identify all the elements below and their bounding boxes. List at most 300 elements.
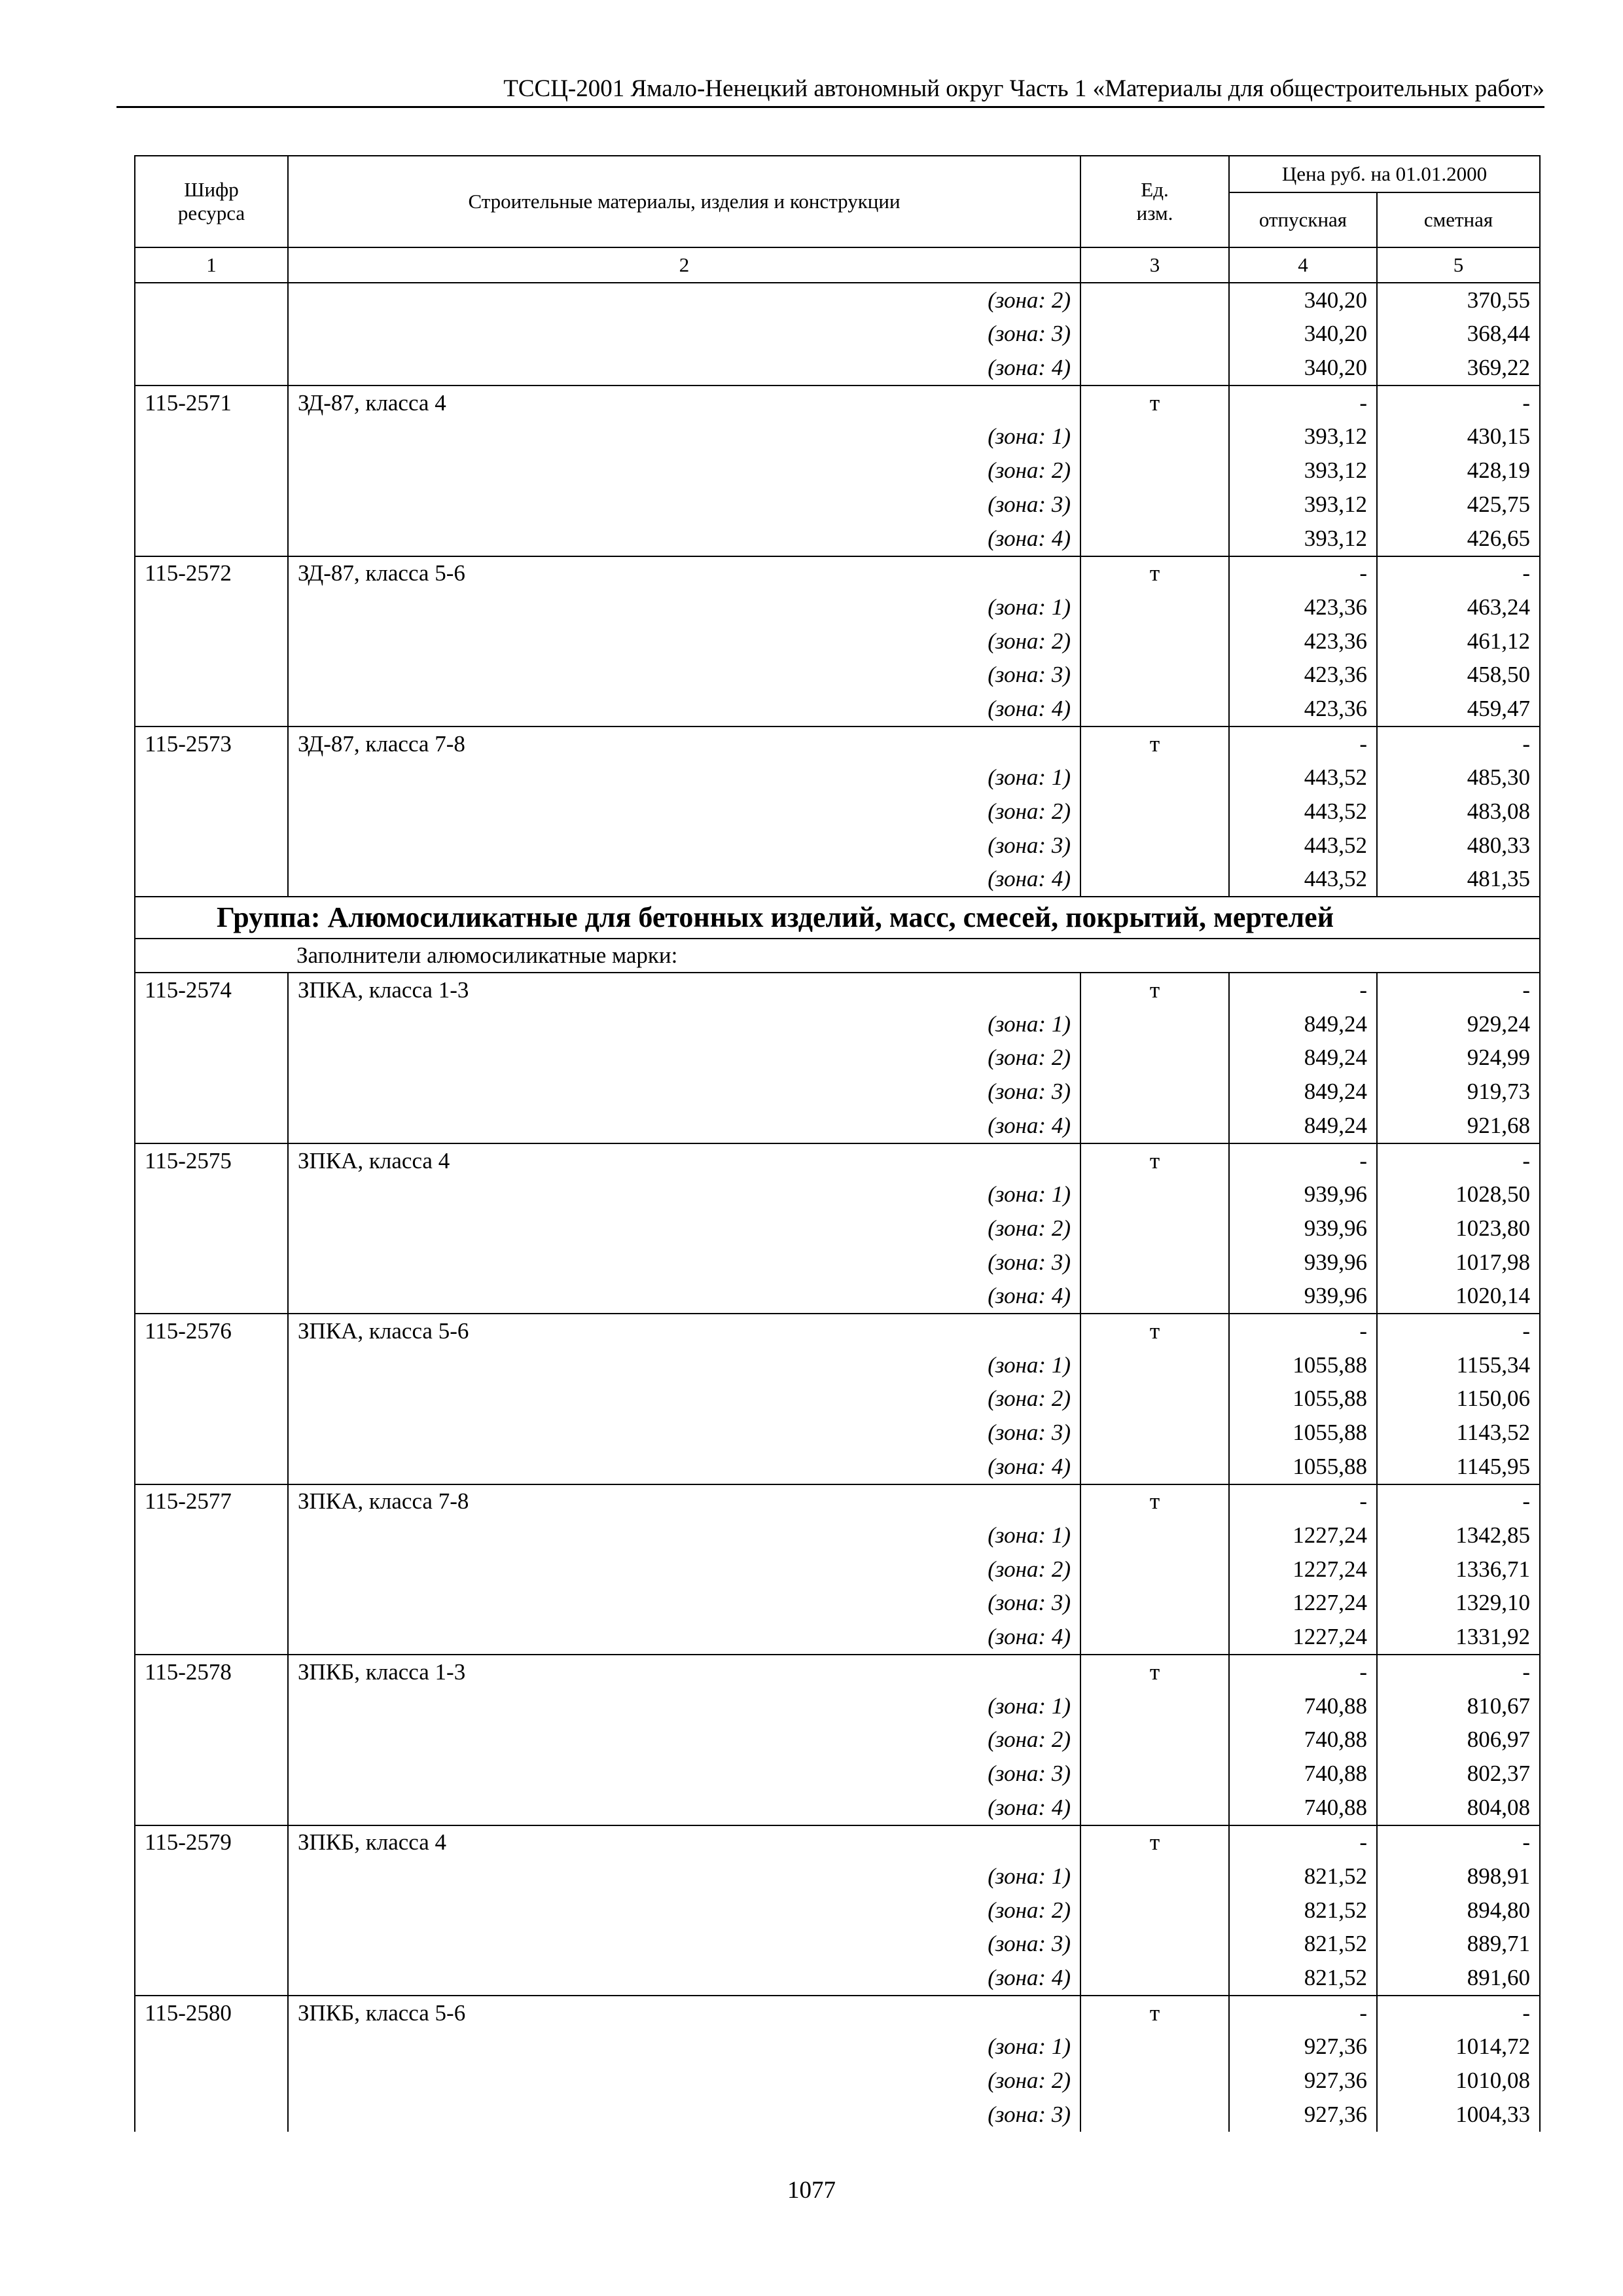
release-price: 423,36 — [1229, 692, 1377, 726]
estimate-price: 426,65 — [1377, 522, 1540, 556]
unit-cell — [1080, 1109, 1229, 1143]
release-price: 849,24 — [1229, 1109, 1377, 1143]
resource-code: 115-2571 — [135, 386, 288, 420]
unit-cell — [1080, 1587, 1229, 1621]
zone-row — [135, 658, 1540, 692]
zone-row — [135, 1961, 1540, 1996]
resource-code-cell — [135, 1518, 288, 1552]
resource-code: 115-2572 — [135, 556, 288, 591]
resource-code: 115-2579 — [135, 1825, 288, 1860]
zone-row — [135, 420, 1540, 454]
estimate-price: 1014,72 — [1377, 2030, 1540, 2064]
estimate-price: - — [1377, 1996, 1540, 2030]
estimate-price: 802,37 — [1377, 1757, 1540, 1791]
estimate-price: - — [1377, 1314, 1540, 1348]
resource-code-cell — [135, 522, 288, 556]
release-price: 939,96 — [1229, 1211, 1377, 1246]
estimate-price: 480,33 — [1377, 829, 1540, 863]
resource-code-cell — [135, 1859, 288, 1893]
resource-code-cell — [135, 1689, 288, 1723]
release-price: - — [1229, 556, 1377, 591]
resource-code-cell — [135, 863, 288, 897]
release-price: 423,36 — [1229, 658, 1377, 692]
zone-label: (зона: 1) — [288, 1689, 1080, 1723]
zone-row — [135, 522, 1540, 556]
release-price: 393,12 — [1229, 488, 1377, 522]
resource-code-cell — [135, 2098, 288, 2132]
zone-label: (зона: 4) — [288, 1450, 1080, 1484]
zone-label: (зона: 2) — [288, 795, 1080, 829]
column-number: 1 — [135, 247, 288, 283]
release-price: 849,24 — [1229, 1075, 1377, 1109]
resource-code-cell — [135, 1075, 288, 1109]
release-price: 443,52 — [1229, 761, 1377, 795]
zone-row — [135, 1007, 1540, 1041]
zone-row — [135, 454, 1540, 488]
release-price: 443,52 — [1229, 829, 1377, 863]
release-price: 939,96 — [1229, 1178, 1377, 1212]
zone-label: (зона: 1) — [288, 1178, 1080, 1212]
estimate-price: 1010,08 — [1377, 2064, 1540, 2098]
release-price: 1055,88 — [1229, 1450, 1377, 1484]
table-row — [135, 1143, 1540, 1178]
zone-row — [135, 1859, 1540, 1893]
table-row — [135, 386, 1540, 420]
release-price: 849,24 — [1229, 1041, 1377, 1075]
release-price: 340,20 — [1229, 351, 1377, 386]
zone-label: (зона: 2) — [288, 1552, 1080, 1587]
estimate-price: 369,22 — [1377, 351, 1540, 386]
unit-cell — [1080, 283, 1229, 317]
release-price: 393,12 — [1229, 522, 1377, 556]
col-header-estimate: сметная — [1377, 192, 1540, 247]
estimate-price: 1023,80 — [1377, 1211, 1540, 1246]
unit-of-measure: т — [1080, 1655, 1229, 1689]
resource-code-cell — [135, 1450, 288, 1484]
estimate-price: 806,97 — [1377, 1723, 1540, 1757]
estimate-price: - — [1377, 386, 1540, 420]
resource-code-cell — [135, 1246, 288, 1280]
unit-of-measure: т — [1080, 386, 1229, 420]
resource-code-cell — [135, 283, 288, 317]
unit-of-measure: т — [1080, 1996, 1229, 2030]
zone-label: (зона: 4) — [288, 692, 1080, 726]
zone-row — [135, 2030, 1540, 2064]
zone-row — [135, 1928, 1540, 1962]
release-price: - — [1229, 1825, 1377, 1860]
unit-of-measure: т — [1080, 1314, 1229, 1348]
col-header-unit — [1080, 156, 1229, 247]
resource-code-cell — [135, 1280, 288, 1314]
estimate-price: 1004,33 — [1377, 2098, 1540, 2132]
release-price: 1227,24 — [1229, 1620, 1377, 1655]
estimate-price: 430,15 — [1377, 420, 1540, 454]
unit-cell — [1080, 829, 1229, 863]
zone-row — [135, 624, 1540, 658]
unit-of-measure: т — [1080, 1825, 1229, 1860]
zone-label: (зона: 1) — [288, 1518, 1080, 1552]
resource-code-cell — [135, 351, 288, 386]
release-price: 1227,24 — [1229, 1587, 1377, 1621]
unit-cell — [1080, 1211, 1229, 1246]
zone-row — [135, 317, 1540, 351]
zone-row — [135, 1723, 1540, 1757]
release-price: - — [1229, 973, 1377, 1007]
unit-cell — [1080, 1348, 1229, 1382]
unit-cell — [1080, 1859, 1229, 1893]
resource-code-cell — [135, 1211, 288, 1246]
release-price: 849,24 — [1229, 1007, 1377, 1041]
release-price: - — [1229, 1314, 1377, 1348]
unit-cell — [1080, 2030, 1229, 2064]
release-price: 927,36 — [1229, 2064, 1377, 2098]
release-price: - — [1229, 1655, 1377, 1689]
resource-code-cell — [135, 1007, 288, 1041]
zone-label: (зона: 4) — [288, 1109, 1080, 1143]
unit-cell — [1080, 1382, 1229, 1416]
column-number: 2 — [288, 247, 1080, 283]
zone-label: (зона: 3) — [288, 1757, 1080, 1791]
estimate-price: 924,99 — [1377, 1041, 1540, 1075]
release-price: 423,36 — [1229, 624, 1377, 658]
estimate-price: 483,08 — [1377, 795, 1540, 829]
column-number: 5 — [1377, 247, 1540, 283]
col-header-unit-label: Ед. изм. — [1136, 178, 1173, 224]
unit-cell — [1080, 658, 1229, 692]
estimate-price: - — [1377, 973, 1540, 1007]
release-price: - — [1229, 386, 1377, 420]
unit-cell — [1080, 1552, 1229, 1587]
zone-row — [135, 1075, 1540, 1109]
release-price: 740,88 — [1229, 1723, 1377, 1757]
table-row — [135, 1825, 1540, 1860]
material-name: ЗПКА, класса 1-3 — [288, 973, 1080, 1007]
zone-row — [135, 1450, 1540, 1484]
zone-label: (зона: 3) — [288, 488, 1080, 522]
estimate-price: 1028,50 — [1377, 1178, 1540, 1212]
material-name: ЗД-87, класса 4 — [288, 386, 1080, 420]
estimate-price: 898,91 — [1377, 1859, 1540, 1893]
estimate-price: 810,67 — [1377, 1689, 1540, 1723]
zone-label: (зона: 4) — [288, 1620, 1080, 1655]
unit-cell — [1080, 2098, 1229, 2132]
estimate-price: - — [1377, 1484, 1540, 1519]
zone-row — [135, 1178, 1540, 1212]
estimate-price: 921,68 — [1377, 1109, 1540, 1143]
unit-cell — [1080, 1961, 1229, 1996]
release-price: 927,36 — [1229, 2030, 1377, 2064]
zone-row — [135, 2098, 1540, 2132]
unit-cell — [1080, 1928, 1229, 1962]
resource-code-cell — [135, 2064, 288, 2098]
resource-code-cell — [135, 1791, 288, 1825]
subgroup-heading: Заполнители алюмосиликатные марки: — [135, 939, 1540, 973]
header-rule — [116, 106, 1544, 108]
zone-label: (зона: 2) — [288, 624, 1080, 658]
table-row — [135, 1655, 1540, 1689]
material-name: ЗПКБ, класса 5-6 — [288, 1996, 1080, 2030]
release-price: 393,12 — [1229, 454, 1377, 488]
zone-label: (зона: 4) — [288, 1961, 1080, 1996]
estimate-price: - — [1377, 1655, 1540, 1689]
resource-code: 115-2578 — [135, 1655, 288, 1689]
release-price: 821,52 — [1229, 1859, 1377, 1893]
resource-code-cell — [135, 488, 288, 522]
resource-code-cell — [135, 1757, 288, 1791]
resource-code-cell — [135, 1348, 288, 1382]
zone-label: (зона: 1) — [288, 420, 1080, 454]
resource-code-cell — [135, 1587, 288, 1621]
estimate-price: 1145,95 — [1377, 1450, 1540, 1484]
unit-cell — [1080, 454, 1229, 488]
resource-code-cell — [135, 692, 288, 726]
resource-code-cell — [135, 1961, 288, 1996]
estimate-price: 1020,14 — [1377, 1280, 1540, 1314]
estimate-price: 1155,34 — [1377, 1348, 1540, 1382]
resource-code: 115-2576 — [135, 1314, 288, 1348]
zone-label: (зона: 2) — [288, 1723, 1080, 1757]
unit-cell — [1080, 1178, 1229, 1212]
release-price: 821,52 — [1229, 1893, 1377, 1928]
unit-cell — [1080, 1450, 1229, 1484]
estimate-price: 461,12 — [1377, 624, 1540, 658]
zone-row — [135, 1552, 1540, 1587]
estimate-price: 919,73 — [1377, 1075, 1540, 1109]
resource-code-cell — [135, 317, 288, 351]
resource-code: 115-2573 — [135, 726, 288, 761]
unit-of-measure: т — [1080, 1143, 1229, 1178]
zone-row — [135, 1620, 1540, 1655]
zone-row — [135, 1211, 1540, 1246]
zone-row — [135, 863, 1540, 897]
release-price: 1055,88 — [1229, 1348, 1377, 1382]
release-price: 1227,24 — [1229, 1552, 1377, 1587]
estimate-price: 1150,06 — [1377, 1382, 1540, 1416]
resource-code: 115-2580 — [135, 1996, 288, 2030]
column-number-row — [135, 247, 1540, 283]
resource-code-cell — [135, 829, 288, 863]
material-name: ЗПКБ, класса 4 — [288, 1825, 1080, 1860]
estimate-price: - — [1377, 726, 1540, 761]
table-row — [135, 1314, 1540, 1348]
estimate-price: 485,30 — [1377, 761, 1540, 795]
unit-cell — [1080, 1893, 1229, 1928]
unit-cell — [1080, 1689, 1229, 1723]
zone-row — [135, 283, 1540, 317]
resource-code-cell — [135, 624, 288, 658]
release-price: - — [1229, 1996, 1377, 2030]
zone-label: (зона: 1) — [288, 1348, 1080, 1382]
zone-row — [135, 692, 1540, 726]
zone-label: (зона: 2) — [288, 283, 1080, 317]
release-price: 939,96 — [1229, 1246, 1377, 1280]
estimate-price: 368,44 — [1377, 317, 1540, 351]
unit-of-measure: т — [1080, 556, 1229, 591]
resource-code-cell — [135, 1893, 288, 1928]
unit-cell — [1080, 1075, 1229, 1109]
release-price: 927,36 — [1229, 2098, 1377, 2132]
estimate-price: - — [1377, 1143, 1540, 1178]
zone-label: (зона: 3) — [288, 317, 1080, 351]
zone-label: (зона: 1) — [288, 2030, 1080, 2064]
resource-code-cell — [135, 1178, 288, 1212]
zone-row — [135, 795, 1540, 829]
table-body — [135, 283, 1540, 2132]
zone-label: (зона: 3) — [288, 829, 1080, 863]
unit-cell — [1080, 1791, 1229, 1825]
unit-cell — [1080, 1518, 1229, 1552]
estimate-price: - — [1377, 1825, 1540, 1860]
estimate-price: 1143,52 — [1377, 1416, 1540, 1450]
unit-cell — [1080, 1620, 1229, 1655]
column-number: 3 — [1080, 247, 1229, 283]
zone-row — [135, 1757, 1540, 1791]
col-header-code — [135, 156, 288, 247]
material-name: ЗПКА, класса 5-6 — [288, 1314, 1080, 1348]
resource-code-cell — [135, 1552, 288, 1587]
unit-cell — [1080, 863, 1229, 897]
release-price: 821,52 — [1229, 1928, 1377, 1962]
zone-label: (зона: 4) — [288, 522, 1080, 556]
resource-code-cell — [135, 1928, 288, 1962]
zone-label: (зона: 3) — [288, 1075, 1080, 1109]
estimate-price: 370,55 — [1377, 283, 1540, 317]
material-name: ЗПКА, класса 7-8 — [288, 1484, 1080, 1519]
release-price: 393,12 — [1229, 420, 1377, 454]
resource-code-cell — [135, 1382, 288, 1416]
zone-label: (зона: 2) — [288, 1382, 1080, 1416]
table-row — [135, 726, 1540, 761]
unit-cell — [1080, 1041, 1229, 1075]
zone-label: (зона: 3) — [288, 2098, 1080, 2132]
unit-cell — [1080, 590, 1229, 624]
material-name: ЗПКА, класса 4 — [288, 1143, 1080, 1178]
estimate-price: 425,75 — [1377, 488, 1540, 522]
zone-row — [135, 1893, 1540, 1928]
release-price: 740,88 — [1229, 1689, 1377, 1723]
zone-label: (зона: 1) — [288, 761, 1080, 795]
column-number: 4 — [1229, 247, 1377, 283]
zone-row — [135, 488, 1540, 522]
release-price: 443,52 — [1229, 795, 1377, 829]
zone-label: (зона: 2) — [288, 1893, 1080, 1928]
unit-cell — [1080, 1416, 1229, 1450]
col-header-name: Строительные материалы, изделия и конструкции — [288, 156, 1080, 247]
zone-row — [135, 590, 1540, 624]
zone-row — [135, 1109, 1540, 1143]
unit-cell — [1080, 1723, 1229, 1757]
zone-label: (зона: 1) — [288, 1859, 1080, 1893]
release-price: 1055,88 — [1229, 1382, 1377, 1416]
unit-cell — [1080, 692, 1229, 726]
resource-code-cell — [135, 1416, 288, 1450]
zone-label: (зона: 3) — [288, 1246, 1080, 1280]
zone-label: (зона: 2) — [288, 2064, 1080, 2098]
material-name: ЗД-87, класса 5-6 — [288, 556, 1080, 591]
unit-cell — [1080, 761, 1229, 795]
zone-label: (зона: 3) — [288, 1928, 1080, 1962]
unit-of-measure: т — [1080, 726, 1229, 761]
release-price: - — [1229, 726, 1377, 761]
zone-row — [135, 761, 1540, 795]
zone-label: (зона: 3) — [288, 1416, 1080, 1450]
resource-code-cell — [135, 1620, 288, 1655]
resource-code-cell — [135, 658, 288, 692]
resource-code-cell — [135, 795, 288, 829]
unit-cell — [1080, 317, 1229, 351]
resource-code-cell — [135, 2030, 288, 2064]
release-price: 423,36 — [1229, 590, 1377, 624]
zone-label: (зона: 3) — [288, 658, 1080, 692]
unit-cell — [1080, 624, 1229, 658]
unit-cell — [1080, 1007, 1229, 1041]
zone-row — [135, 1689, 1540, 1723]
table-row — [135, 1996, 1540, 2030]
zone-label: (зона: 2) — [288, 454, 1080, 488]
table-header-row — [135, 156, 1540, 192]
price-table — [134, 155, 1541, 2132]
table-row — [135, 556, 1540, 591]
release-price: 740,88 — [1229, 1757, 1377, 1791]
resource-code: 115-2575 — [135, 1143, 288, 1178]
zone-row — [135, 1246, 1540, 1280]
zone-label: (зона: 2) — [288, 1041, 1080, 1075]
running-header: ТССЦ-2001 Ямало-Ненецкий автономный округ Часть 1 «Материалы для общестроительных работ» — [503, 75, 1544, 102]
estimate-price: 459,47 — [1377, 692, 1540, 726]
zone-row — [135, 1382, 1540, 1416]
estimate-price: 1336,71 — [1377, 1552, 1540, 1587]
resource-code-cell — [135, 590, 288, 624]
estimate-price: - — [1377, 556, 1540, 591]
unit-cell — [1080, 420, 1229, 454]
subgroup-heading-row — [135, 939, 1540, 973]
material-name: ЗД-87, класса 7-8 — [288, 726, 1080, 761]
unit-of-measure: т — [1080, 1484, 1229, 1519]
page-number: 1077 — [787, 2177, 836, 2204]
zone-label: (зона: 3) — [288, 1587, 1080, 1621]
resource-code-cell — [135, 761, 288, 795]
table-row — [135, 1484, 1540, 1519]
resource-code-cell — [135, 454, 288, 488]
resource-code-cell — [135, 1723, 288, 1757]
release-price: 939,96 — [1229, 1280, 1377, 1314]
unit-of-measure: т — [1080, 973, 1229, 1007]
resource-code-cell — [135, 1041, 288, 1075]
zone-row — [135, 2064, 1540, 2098]
release-price: - — [1229, 1143, 1377, 1178]
unit-cell — [1080, 488, 1229, 522]
zone-label: (зона: 4) — [288, 1791, 1080, 1825]
zone-row — [135, 1348, 1540, 1382]
unit-cell — [1080, 795, 1229, 829]
zone-label: (зона: 1) — [288, 1007, 1080, 1041]
zone-row — [135, 351, 1540, 386]
estimate-price: 458,50 — [1377, 658, 1540, 692]
release-price: 740,88 — [1229, 1791, 1377, 1825]
zone-row — [135, 1518, 1540, 1552]
unit-cell — [1080, 1757, 1229, 1791]
zone-label: (зона: 2) — [288, 1211, 1080, 1246]
estimate-price: 804,08 — [1377, 1791, 1540, 1825]
zone-label: (зона: 4) — [288, 351, 1080, 386]
estimate-price: 894,80 — [1377, 1893, 1540, 1928]
estimate-price: 889,71 — [1377, 1928, 1540, 1962]
estimate-price: 1331,92 — [1377, 1620, 1540, 1655]
col-header-code-label: Шифр ресурса — [177, 178, 245, 224]
zone-row — [135, 1041, 1540, 1075]
estimate-price: 929,24 — [1377, 1007, 1540, 1041]
table-row — [135, 973, 1540, 1007]
